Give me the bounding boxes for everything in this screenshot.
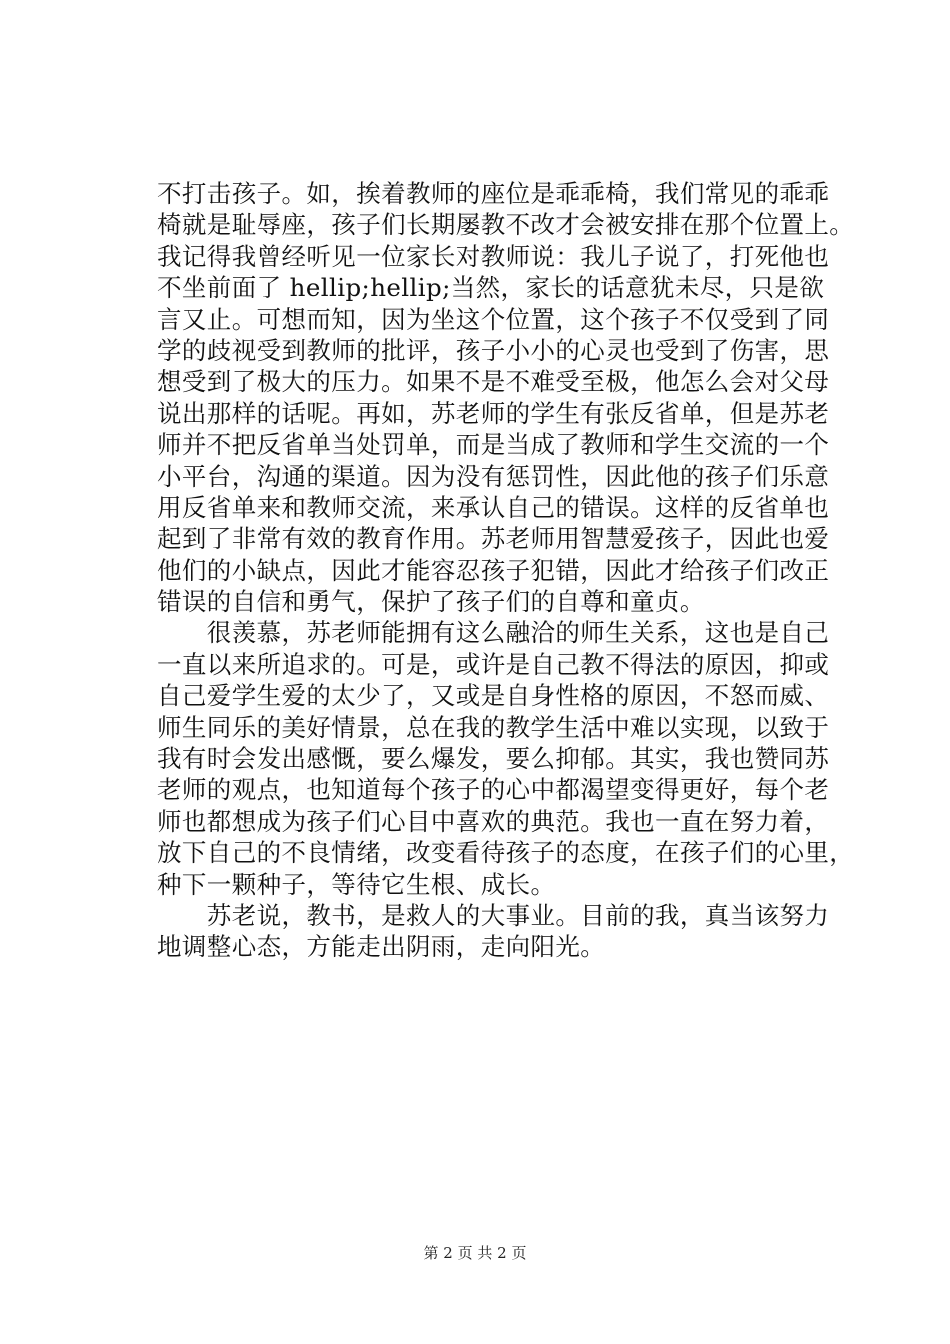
text-line: 一直以来所追求的。可是，或许是自己教不得法的原因，抑或 <box>157 649 830 679</box>
text-line: 种下一颗种子，等待它生根、成长。 <box>157 869 556 899</box>
text-line: 师并不把反省单当处罚单，而是当成了教师和学生交流的一个 <box>157 430 830 460</box>
body-text <box>157 178 855 963</box>
text-line: 不打击孩子。如，挨着教师的座位是乖乖椅，我们常见的乖乖 <box>157 179 830 208</box>
text-line: 苏老说，教书，是救人的大事业。目前的我，真当该努力 <box>157 900 830 930</box>
text-line: 用反省单来和教师交流，来承认自己的错误。这样的反省单也 <box>157 492 830 522</box>
text-line: 起到了非常有效的教育作用。苏老师用智慧爱孩子，因此也爱 <box>157 524 830 554</box>
text-line: 师也都想成为孩子们心目中喜欢的典范。我也一直在努力着， <box>157 806 830 836</box>
text-line: 放下自己的不良情绪，改变看待孩子的态度，在孩子们的心里， <box>157 838 855 868</box>
text-line: 椅就是耻辱座，孩子们长期屡教不改才会被安排在那个位置上。 <box>157 210 855 240</box>
text-line: 错误的自信和勇气，保护了孩子们的自尊和童贞。 <box>157 587 705 617</box>
text-line: 不坐前面了 hellip;hellip;当然，家长的话意犹未尽，只是欲 <box>157 273 825 303</box>
text-line: 我有时会发出感慨，要么爆发，要么抑郁。其实，我也赞同苏 <box>157 744 830 774</box>
text-line: 自己爱学生爱的太少了，又或是自身性格的原因，不怒而威、 <box>157 681 830 711</box>
text-line: 地调整心态，方能走出阴雨，走向阳光。 <box>157 932 606 962</box>
text-line: 老师的观点，也知道每个孩子的心中都渴望变得更好，每个老 <box>157 775 830 805</box>
text-line: 我记得我曾经听见一位家长对教师说：我儿子说了，打死他也 <box>157 241 830 271</box>
text-line: 想受到了极大的压力。如果不是不难受至极，他怎么会对父母 <box>157 367 830 397</box>
text-line: 言又止。可想而知，因为坐这个位置，这个孩子不仅受到了同 <box>157 304 830 334</box>
text-line: 他们的小缺点，因此才能容忍孩子犯错，因此才给孩子们改正 <box>157 555 830 585</box>
page-footer: 第 2 页 共 2 页 <box>423 1244 527 1262</box>
text-line: 小平台，沟通的渠道。因为没有惩罚性，因此他的孩子们乐意 <box>157 461 830 491</box>
text-line: 说出那样的话呢。再如，苏老师的学生有张反省单，但是苏老 <box>157 398 830 428</box>
text-line: 很羡慕，苏老师能拥有这么融洽的师生关系，这也是自己 <box>157 618 830 648</box>
text-line: 学的歧视受到教师的批评，孩子小小的心灵也受到了伤害，思 <box>157 335 830 365</box>
text-line: 师生同乐的美好情景，总在我的教学生活中难以实现，以致于 <box>157 712 830 742</box>
